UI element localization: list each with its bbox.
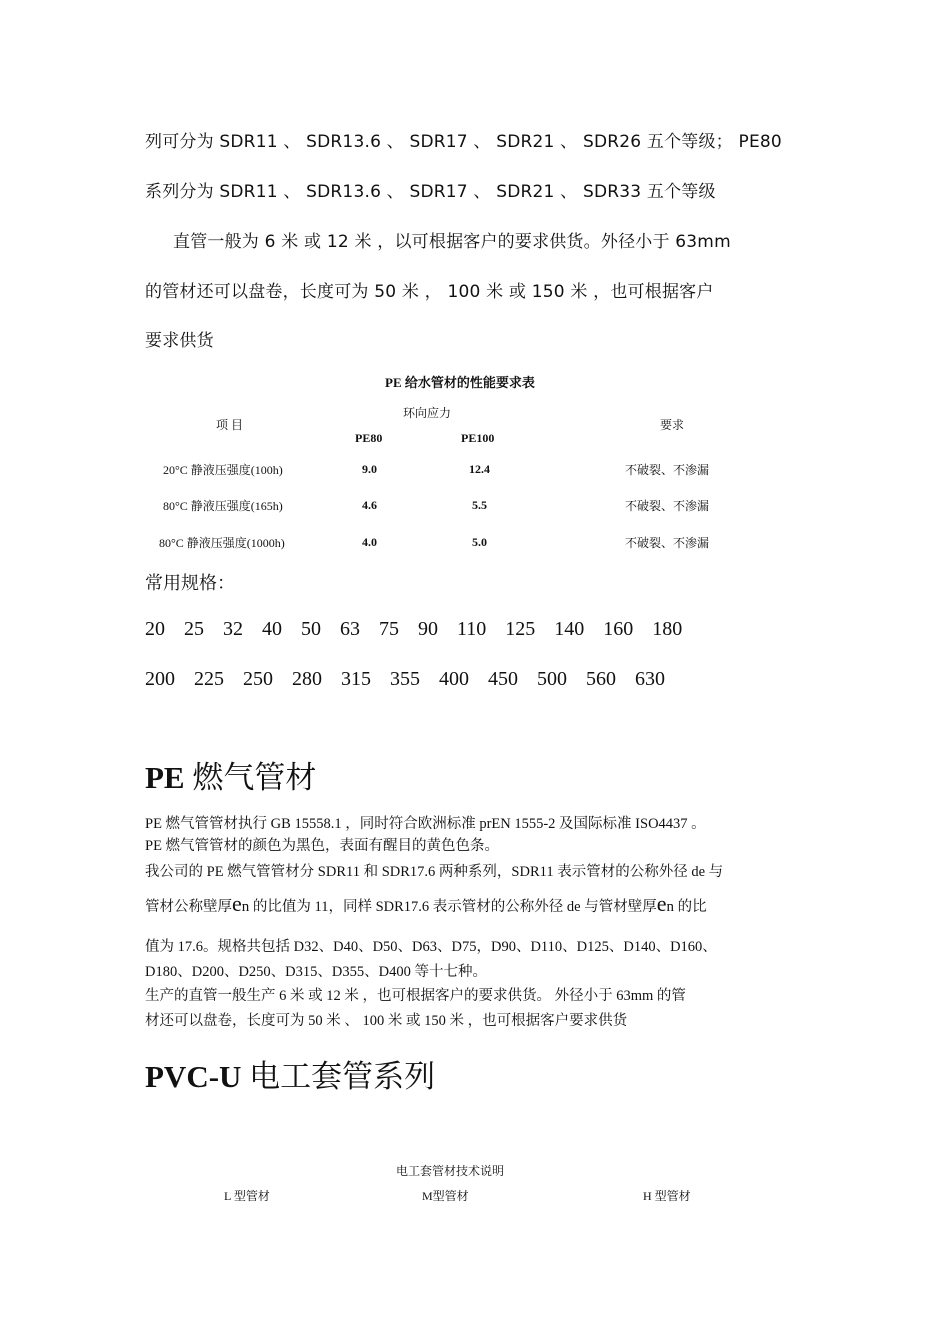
para1-line1: 列可分为 SDR11 、 SDR13.6 、 SDR17 、 SDR21 、 SDR26 五个等级； PE80 (145, 132, 782, 152)
spec-value: 90 (418, 618, 438, 640)
spec-value: 450 (488, 668, 518, 690)
spec-value: 500 (537, 668, 567, 690)
table-row-2-pe100: 5.5 (472, 498, 487, 512)
table-header-requirement: 要求 (660, 418, 685, 432)
spec-value: 50 (301, 618, 321, 640)
gas-para-line8: 材还可以盘卷，长度可为 50 米 、 100 米 或 150 米 ，也可根据客户要求供货 (145, 1013, 628, 1029)
section-pvc-title-zh: 电工套管系列 (241, 1059, 436, 1094)
spec-value: 400 (439, 668, 469, 690)
table-row-1-req: 不破裂、不渗漏 (625, 463, 710, 477)
gas-text: 的比值为 11，同样 SDR17.6 表示管材的公称外径 de 与管材壁厚 (249, 899, 657, 915)
gas-para-line5: 值为 17.6。规格共包括 D32、D40、D50、D63、D75，D90、D110、D125、D140、D160、 (145, 939, 717, 955)
para1-line5: 要求供货 (145, 331, 214, 351)
pvc-col-l: L 型管材 (224, 1189, 270, 1203)
spec-value: 315 (341, 668, 371, 690)
spec-value: 280 (292, 668, 322, 690)
table-header-pe80: PE80 (355, 431, 383, 445)
specs-row-1 (145, 618, 701, 641)
gas-para-line3: 我公司的 PE 燃气管管材分 SDR11 和 SDR17.6 两种系列，SDR11 表示管材的公称外径 de 与 (145, 864, 724, 880)
pvc-col-m: M型管材 (422, 1189, 469, 1203)
spec-value: 20 (145, 618, 165, 640)
spec-value: 25 (184, 618, 204, 640)
spec-value: 560 (586, 668, 616, 690)
para1-line4: 的管材还可以盘卷，长度可为 50 米 ， 100 米 或 150 米 ，也可根据客户 (145, 282, 714, 302)
table-header-pe100: PE100 (461, 431, 495, 445)
section-gas-title-latin: PE (145, 760, 185, 795)
pvc-col-h: H 型管材 (643, 1189, 691, 1203)
para1-line2: 系列分为 SDR11 、 SDR13.6 、 SDR17 、 SDR21 、 SDR33 五个等级 (145, 182, 716, 202)
table-row-3-pe80: 4.0 (362, 535, 377, 549)
table-row-1-pe100: 12.4 (469, 462, 490, 476)
spec-value: 225 (194, 668, 224, 690)
table-header-group: 环向应力 (403, 406, 452, 420)
spec-value: 200 (145, 668, 175, 690)
para1-line3: 直管一般为 6 米 或 12 米 ，以可根据客户的要求供货。外径小于 63mm (173, 232, 731, 252)
spec-value: 160 (603, 618, 634, 640)
gas-para-line7: 生产的直管一般生产 6 米 或 12 米 ，也可根据客户的要求供货。 外径小于 63mm 的管 (145, 988, 686, 1004)
table-header-item: 项 目 (216, 418, 244, 432)
gas-para-line2: PE 燃气管管材的颜色为黑色，表面有醒目的黄色色条。 (145, 838, 500, 854)
specs-title: 常用规格： (145, 573, 235, 594)
symbol-e: e (656, 891, 667, 916)
table-row-2-req: 不破裂、不渗漏 (625, 499, 710, 513)
section-gas-title-zh: 燃气管材 (184, 760, 317, 795)
spec-value: 75 (379, 618, 399, 640)
spec-value: 140 (554, 618, 585, 640)
table-caption: PE 给水管材的性能要求表 (385, 375, 535, 390)
pvc-table-caption: 电工套管材技术说明 (396, 1164, 505, 1178)
table-row-3-req: 不破裂、不渗漏 (625, 536, 710, 550)
gas-para-line4 (145, 893, 707, 918)
spec-value: 630 (635, 668, 665, 690)
gas-para-line1: PE 燃气管管材执行 GB 15558.1 ，同时符合欧洲标准 prEN 1555-2 及国际标准 ISO4437 。 (145, 816, 706, 832)
spec-value: 250 (243, 668, 273, 690)
spec-value: 63 (340, 618, 360, 640)
section-pvc-title-latin: PVC-U (145, 1059, 242, 1094)
table-row-3-item: 80°C 静液压强度(1000h) (159, 536, 285, 550)
gas-text: 的比 (674, 899, 707, 915)
spec-value: 40 (262, 618, 282, 640)
table-row-2-pe80: 4.6 (362, 498, 377, 512)
section-gas-title (145, 752, 316, 797)
specs-row-2 (145, 668, 684, 691)
spec-value: 180 (652, 618, 683, 640)
table-row-1-pe80: 9.0 (362, 462, 377, 476)
symbol-e: e (232, 891, 242, 916)
table-row-1-item: 20°C 静液压强度(100h) (163, 463, 283, 477)
symbol-n: n (666, 899, 675, 915)
table-row-2-item: 80°C 静液压强度(165h) (163, 499, 283, 513)
section-pvc-title (145, 1051, 435, 1096)
symbol-n: n (241, 899, 250, 915)
spec-value: 355 (390, 668, 420, 690)
gas-para-line6: D180、D200、D250、D315、D355、D400 等十七种。 (145, 964, 487, 980)
gas-text: 管材公称壁厚 (145, 899, 232, 915)
spec-value: 125 (505, 618, 536, 640)
spec-value: 110 (457, 618, 487, 640)
table-row-3-pe100: 5.0 (472, 535, 487, 549)
spec-value: 32 (223, 618, 243, 640)
